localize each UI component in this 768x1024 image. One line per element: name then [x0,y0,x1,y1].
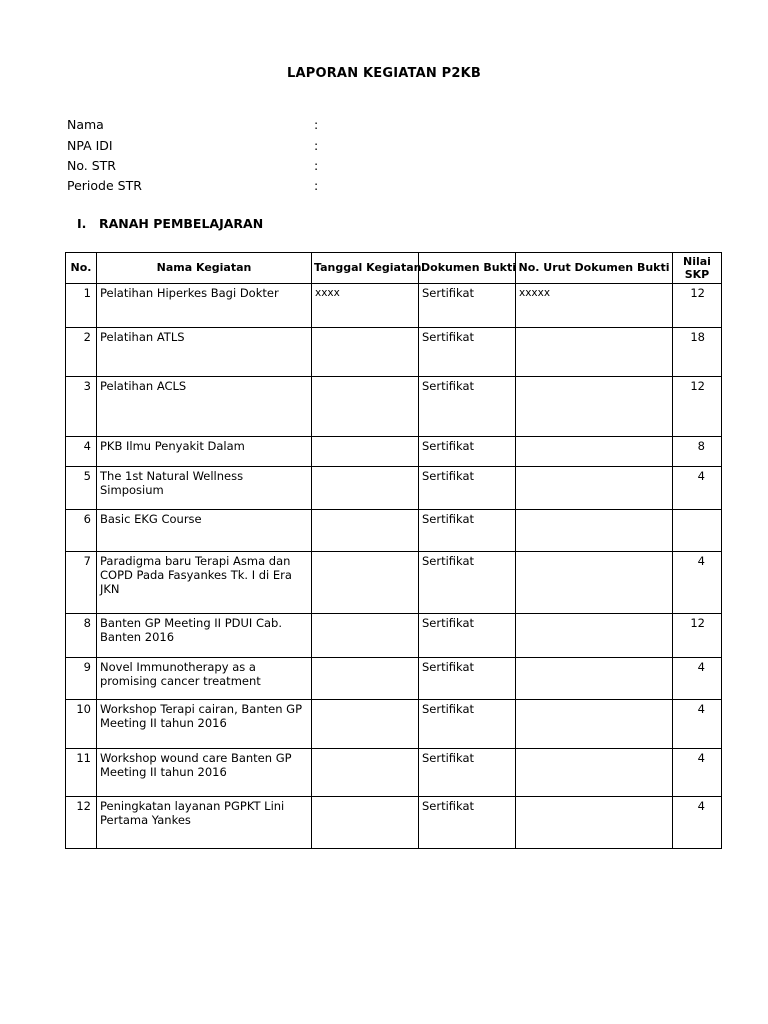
cell-dokumen: Sertifikat [419,467,516,510]
cell-nama: Workshop wound care Banten GP Meeting II tahun 2016 [97,749,312,797]
table-row [66,614,722,658]
cell-tanggal [312,467,419,510]
cell-nama: The 1st Natural Wellness Simposium [97,467,312,510]
activity-table [65,252,722,849]
cell-urut: xxxxx [516,284,673,328]
info-colon-npa-idi: : [314,138,319,153]
cell-urut [516,658,673,700]
cell-skp: 12 [673,284,722,328]
cell-tanggal [312,658,419,700]
cell-dokumen: Sertifikat [419,437,516,467]
table-row [66,700,722,749]
cell-no: 3 [66,377,97,437]
table-row [66,328,722,377]
table-row [66,284,722,328]
cell-skp [673,510,722,552]
section-title: RANAH PEMBELAJARAN [99,216,264,231]
cell-nama: Pelatihan ATLS [97,328,312,377]
cell-no: 2 [66,328,97,377]
cell-dokumen: Sertifikat [419,377,516,437]
cell-dokumen: Sertifikat [419,797,516,849]
info-label-nama: Nama [67,117,104,132]
cell-tanggal [312,377,419,437]
cell-tanggal [312,797,419,849]
cell-skp: 4 [673,797,722,849]
cell-no: 8 [66,614,97,658]
header-nilai-skp: Nilai SKP [673,253,722,284]
cell-dokumen: Sertifikat [419,510,516,552]
cell-no: 11 [66,749,97,797]
cell-tanggal [312,552,419,614]
cell-tanggal [312,437,419,467]
cell-skp: 12 [673,377,722,437]
table-header-row [66,253,722,284]
header-no-urut-dokumen-bukti: No. Urut Dokumen Bukti [516,253,673,284]
cell-skp: 4 [673,552,722,614]
cell-nama: Novel Immunotherapy as a promising cancer treatment [97,658,312,700]
cell-urut [516,749,673,797]
cell-tanggal [312,328,419,377]
cell-tanggal [312,749,419,797]
cell-no: 9 [66,658,97,700]
cell-dokumen: Sertifikat [419,749,516,797]
table-row [66,749,722,797]
cell-skp: 4 [673,700,722,749]
table-row [66,467,722,510]
cell-nama: Basic EKG Course [97,510,312,552]
cell-nama: Peningkatan layanan PGPKT Lini Pertama Yankes [97,797,312,849]
cell-urut [516,467,673,510]
cell-dokumen: Sertifikat [419,700,516,749]
header-nama-kegiatan: Nama Kegiatan [97,253,312,284]
cell-nama: Pelatihan ACLS [97,377,312,437]
info-colon-periode-str: : [314,178,319,193]
cell-urut [516,614,673,658]
cell-skp: 12 [673,614,722,658]
cell-nama: PKB Ilmu Penyakit Dalam [97,437,312,467]
info-label-npa-idi: NPA IDI [67,138,113,153]
section-heading [77,216,263,231]
cell-skp: 4 [673,749,722,797]
cell-urut [516,700,673,749]
table-row [66,658,722,700]
cell-urut [516,377,673,437]
header-tanggal-kegiatan: Tanggal Kegiatan [312,253,419,284]
header-no: No. [66,253,97,284]
cell-urut [516,328,673,377]
cell-dokumen: Sertifikat [419,614,516,658]
cell-dokumen: Sertifikat [419,552,516,614]
cell-urut [516,510,673,552]
cell-urut [516,797,673,849]
cell-nama: Paradigma baru Terapi Asma dan COPD Pada Fasyankes Tk. I di Era JKN [97,552,312,614]
info-label-periode-str: Periode STR [67,178,142,193]
cell-dokumen: Sertifikat [419,658,516,700]
cell-no: 7 [66,552,97,614]
cell-nama: Banten GP Meeting II PDUI Cab. Banten 2016 [97,614,312,658]
cell-dokumen: Sertifikat [419,328,516,377]
info-colon-no-str: : [314,158,319,173]
cell-skp: 4 [673,467,722,510]
cell-dokumen: Sertifikat [419,284,516,328]
info-label-no-str: No. STR [67,158,116,173]
cell-urut [516,437,673,467]
cell-skp: 4 [673,658,722,700]
info-colon-nama: : [314,117,319,132]
document-title: LAPORAN KEGIATAN P2KB [287,66,481,81]
cell-no: 10 [66,700,97,749]
table-row [66,510,722,552]
cell-no: 6 [66,510,97,552]
section-number: I. [77,216,87,231]
cell-tanggal [312,700,419,749]
cell-no: 1 [66,284,97,328]
table-row [66,437,722,467]
cell-tanggal [312,614,419,658]
cell-skp: 8 [673,437,722,467]
table-row [66,377,722,437]
cell-skp: 18 [673,328,722,377]
table-row [66,797,722,849]
cell-no: 4 [66,437,97,467]
cell-urut [516,552,673,614]
cell-nama: Workshop Terapi cairan, Banten GP Meeting II tahun 2016 [97,700,312,749]
cell-tanggal [312,510,419,552]
cell-tanggal: xxxx [312,284,419,328]
header-dokumen-bukti: Dokumen Bukti [419,253,516,284]
cell-nama: Pelatihan Hiperkes Bagi Dokter [97,284,312,328]
cell-no: 5 [66,467,97,510]
table-row [66,552,722,614]
cell-no: 12 [66,797,97,849]
